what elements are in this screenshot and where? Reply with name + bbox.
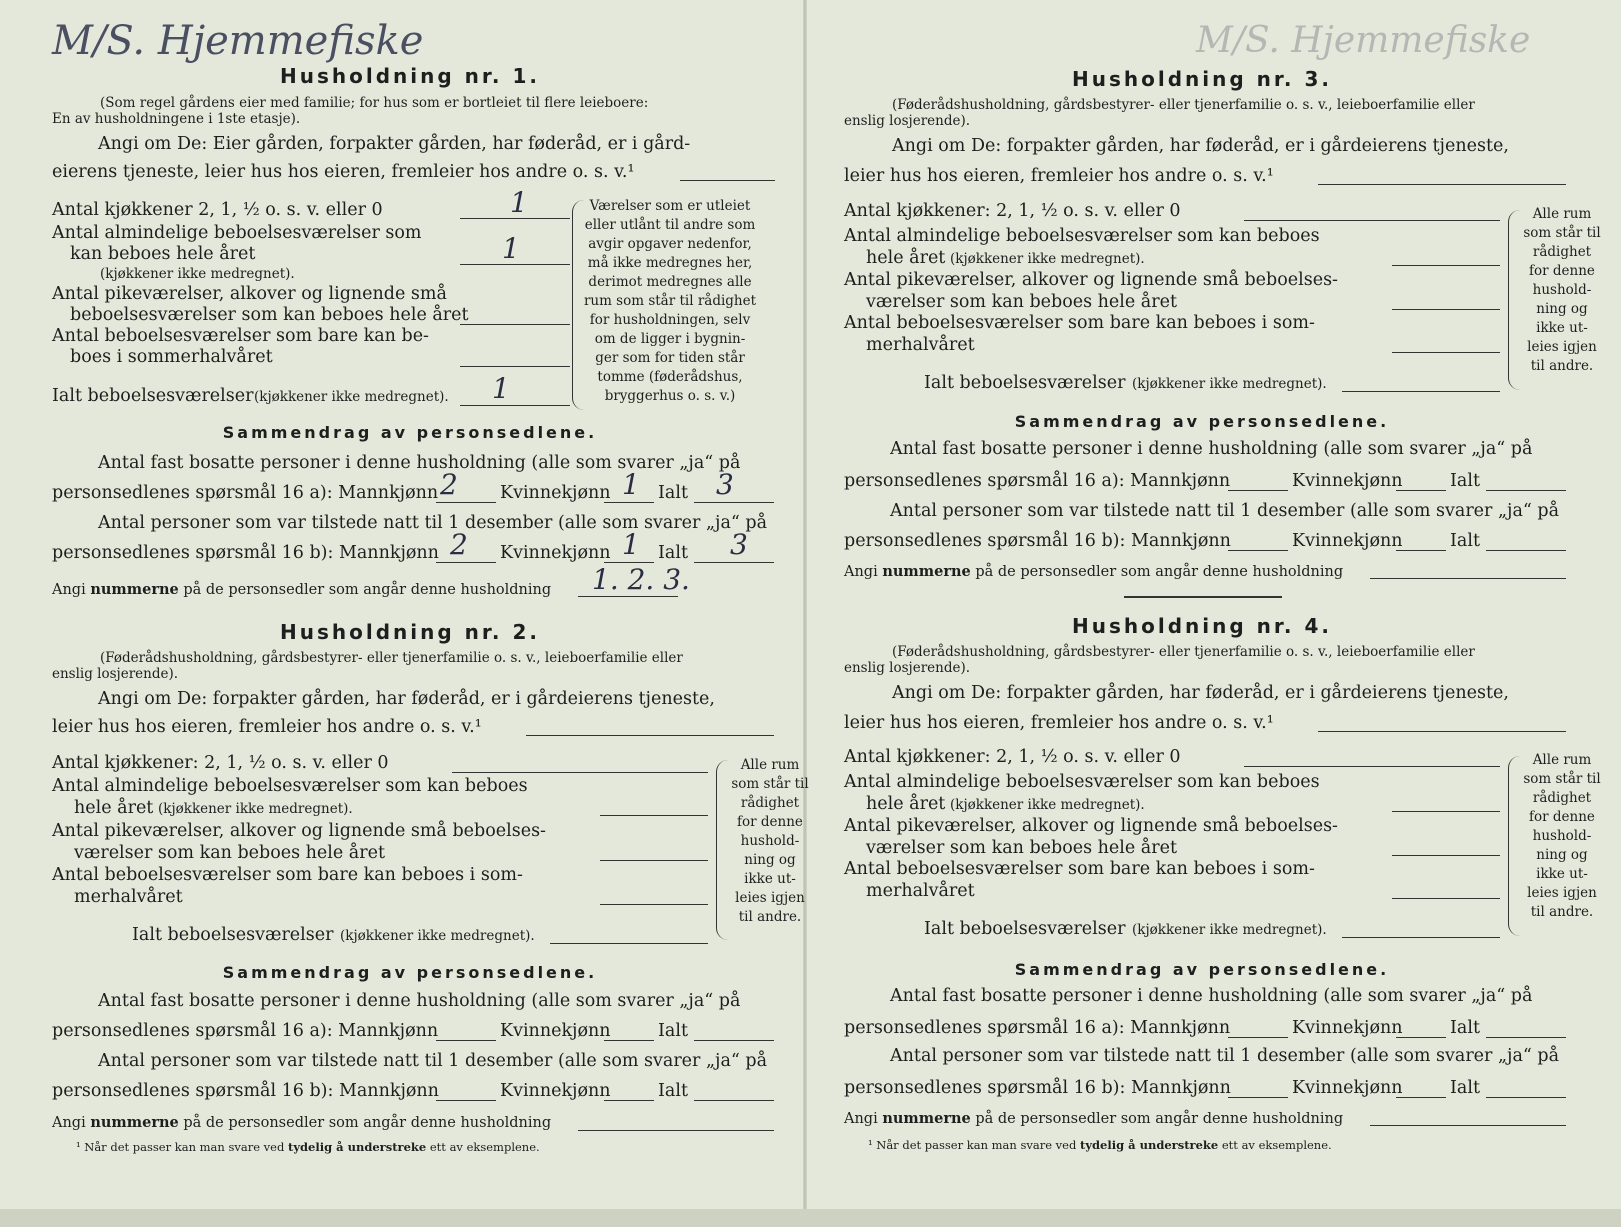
h4-side-note-line: leies igjen [1527, 885, 1597, 901]
h4-nummer-label: Angi nummerne på de personsedler som angår denne husholdning [844, 1110, 1344, 1127]
h1-side-note-line: må ikke medregnes her, [587, 255, 753, 271]
h1-fast-kvinne-label: Kvinnekjønn [500, 483, 611, 503]
h3-fast-ialt-label: Ialt [1450, 471, 1480, 491]
household-3-note: (Føderådshusholdning, gårdsbestyrer- eller tjenerfamilie o. s. v., leieboerfamilie eller [892, 97, 1475, 113]
h4-fast-ialt-label: Ialt [1450, 1018, 1480, 1038]
h3-side-note-line: Alle rum [1532, 206, 1592, 222]
h2-side-note-line: rådighet [740, 795, 800, 811]
margin-note-left: M/S. Hjemmefiske [52, 18, 424, 64]
household-3-angi: Angi om De: forpakter gården, har føderåd, er i gårdeierens tjeneste, [892, 136, 1509, 156]
h3-fast-text-2: personsedlenes spørsmål 16 a): Mannkjønn [844, 471, 1231, 491]
h2-kjokkener-label: Antal kjøkkener: 2, 1, ½ o. s. v. eller 0 [52, 753, 389, 773]
h3-tilst-kvinne-label: Kvinnekjønn [1292, 531, 1403, 551]
h1-nummer-label: Angi nummerne på de personsedler som angår denne husholdning [52, 581, 552, 598]
h1-tilst-ialt: 3 [730, 528, 748, 561]
household-2-note: (Føderådshusholdning, gårdsbestyrer- eller tjenerfamilie o. s. v., leieboerfamilie eller [100, 650, 683, 666]
h4-side-note-line: for denne [1529, 809, 1595, 825]
h1-fast-ialt-label: Ialt [658, 483, 688, 503]
h2-side-note-line: for denne [737, 814, 803, 830]
h1-side-note-line: Værelser som er utleiet [589, 198, 751, 214]
h2-fast-text-2: personsedlenes spørsmål 16 a): Mannkjønn [52, 1021, 439, 1041]
h2-side-note-line: Alle rum [740, 757, 800, 773]
h1-side-note-line: rum som står til rådighet [583, 293, 757, 309]
h1-sommer-label: Antal beboelsesværelser som bare kan be- [52, 326, 429, 346]
h4-side-note-line: som står til [1523, 771, 1601, 787]
household-3-note-2: enslig losjerende). [844, 113, 971, 129]
h2-ialt-label: Ialt beboelsesværelser [132, 925, 334, 945]
h3-side-note [1512, 205, 1612, 376]
h3-alm-label-2: hele året [866, 248, 946, 268]
household-2-note-2: enslig losjerende). [52, 666, 179, 682]
h1-summary-title: Sammendrag av personsedlene. [222, 423, 598, 442]
h4-tilst-text: Antal personer som var tilstede natt til 1 desember (alle som svarer „ja“ på [890, 1046, 1560, 1066]
h1-tilst-kvinne: 1 [622, 528, 640, 561]
h4-side-note-line: Alle rum [1532, 752, 1592, 768]
h2-ialt-note: (kjøkkener ikke medregnet). [340, 928, 535, 944]
h1-pike-label-2: beboelsesværelser som kan beboes hele året [70, 305, 469, 325]
household-1-title: Husholdning nr. 1. [280, 64, 540, 88]
left-page [40, 0, 809, 1227]
h2-tilst-text-2: personsedlenes spørsmål 16 b): Mannkjønn [52, 1081, 439, 1101]
h3-side-note-line: rådighet [1532, 244, 1592, 260]
h3-side-note-line: som står til [1523, 225, 1601, 241]
h3-fast-kvinne-label: Kvinnekjønn [1292, 471, 1403, 491]
page-fold [803, 0, 807, 1227]
h1-fast-ialt: 3 [716, 468, 734, 501]
h2-side-note-line: leies igjen [735, 890, 805, 906]
h1-sommer-label-2: boes i sommerhalvåret [70, 347, 273, 367]
h4-pike-label-2: værelser som kan beboes hele året [866, 838, 1177, 858]
household-2-angi-2: leier hus hos eieren, fremleier hos andre o. s. v.¹ [52, 717, 482, 737]
h3-tilst-text-2: personsedlenes spørsmål 16 b): Mannkjønn [844, 531, 1231, 551]
h3-sommer-label-2: merhalvåret [866, 335, 975, 355]
h1-alm-label-2: kan beboes hele året [70, 244, 256, 264]
h1-ialt-note: (kjøkkener ikke medregnet). [254, 389, 449, 405]
h3-pike-label: Antal pikeværelser, alkover og lignende små beboelses- [844, 270, 1338, 290]
h2-side-note-line: ning og [744, 852, 796, 868]
h3-tilst-ialt-label: Ialt [1450, 531, 1480, 551]
h1-side-note-line: om de ligger i bygnin- [594, 331, 746, 347]
h2-alm-label-2: hele året [74, 798, 154, 818]
h2-tilst-kvinne-label: Kvinnekjønn [500, 1081, 611, 1101]
household-3-angi-2: leier hus hos eieren, fremleier hos andre o. s. v.¹ [844, 166, 1274, 186]
h4-side-note [1512, 751, 1612, 922]
h1-side-note [570, 197, 770, 406]
h3-side-note-line: hushold- [1532, 282, 1592, 298]
h3-alm-note: (kjøkkener ikke medregnet). [950, 251, 1145, 267]
h3-side-note-line: ikke ut- [1536, 320, 1588, 336]
h2-side-note-line: til andre. [738, 909, 802, 925]
h1-pike-label: Antal pikeværelser, alkover og lignende små [52, 284, 447, 304]
h1-nummer-value: 1. 2. 3. [592, 563, 690, 596]
h4-tilst-kvinne-label: Kvinnekjønn [1292, 1078, 1403, 1098]
h3-pike-label-2: værelser som kan beboes hele året [866, 292, 1177, 312]
h4-kjokkener-label: Antal kjøkkener: 2, 1, ½ o. s. v. eller 0 [844, 747, 1181, 767]
h4-ialt-label: Ialt beboelsesværelser [924, 919, 1126, 939]
h4-side-note-line: ikke ut- [1536, 866, 1588, 882]
h4-alm-note: (kjøkkener ikke medregnet). [950, 797, 1145, 813]
h4-sommer-label: Antal beboelsesværelser som bare kan beboes i som- [844, 859, 1315, 879]
household-4-note: (Føderådshusholdning, gårdsbestyrer- eller tjenerfamilie o. s. v., leieboerfamilie eller [892, 644, 1475, 660]
h3-tilst-text: Antal personer som var tilstede natt til 1 desember (alle som svarer „ja“ på [890, 501, 1560, 521]
h3-fast-text: Antal fast bosatte personer i denne husholdning (alle som svarer „ja“ på [890, 439, 1533, 459]
right-page [832, 0, 1601, 1227]
h2-side-note-line: ikke ut- [744, 871, 796, 887]
h2-alm-note: (kjøkkener ikke medregnet). [158, 801, 353, 817]
household-4-angi-2: leier hus hos eieren, fremleier hos andre o. s. v.¹ [844, 713, 1274, 733]
h1-alm-value: 1 [502, 232, 520, 265]
h4-fast-text-2: personsedlenes spørsmål 16 a): Mannkjønn [844, 1018, 1231, 1038]
h3-side-note-line: ning og [1536, 301, 1588, 317]
h3-nummer-label: Angi nummerne på de personsedler som angår denne husholdning [844, 563, 1344, 580]
h3-kjokkener-label: Antal kjøkkener: 2, 1, ½ o. s. v. eller 0 [844, 201, 1181, 221]
h1-tilst-text-2: personsedlenes spørsmål 16 b): Mannkjønn [52, 543, 439, 563]
h3-side-note-line: for denne [1529, 263, 1595, 279]
h4-alm-label-2: hele året [866, 794, 946, 814]
household-4-angi: Angi om De: forpakter gården, har føderåd, er i gårdeierens tjeneste, [892, 683, 1509, 703]
h2-summary-title: Sammendrag av personsedlene. [222, 963, 598, 982]
h3-summary-title: Sammendrag av personsedlene. [1014, 412, 1390, 431]
h3-side-note-line: til andre. [1530, 358, 1594, 374]
h1-fast-text: Antal fast bosatte personer i denne husholdning (alle som svarer „ja“ på [98, 453, 741, 473]
h4-fast-text: Antal fast bosatte personer i denne husholdning (alle som svarer „ja“ på [890, 986, 1533, 1006]
h1-side-note-line: bryggerhus o. s. v.) [604, 388, 736, 404]
h1-fast-kvinne: 1 [622, 468, 640, 501]
h4-summary-title: Sammendrag av personsedlene. [1014, 960, 1390, 979]
h3-alm-label: Antal almindelige beboelsesværelser som kan beboes [844, 226, 1320, 246]
household-1-note-2: En av husholdningene i 1ste etasje). [52, 111, 301, 127]
h2-side-note-line: hushold- [740, 833, 800, 849]
h1-side-note-line: ger som for tiden står [595, 350, 745, 366]
h4-tilst-ialt-label: Ialt [1450, 1078, 1480, 1098]
h1-tilst-text: Antal personer som var tilstede natt til 1 desember (alle som svarer „ja“ på [98, 513, 768, 533]
h2-sommer-label: Antal beboelsesværelser som bare kan beboes i som- [52, 865, 523, 885]
h4-tilst-text-2: personsedlenes spørsmål 16 b): Mannkjønn [844, 1078, 1231, 1098]
household-4-note-2: enslig losjerende). [844, 660, 971, 676]
h3-sommer-label: Antal beboelsesværelser som bare kan beboes i som- [844, 313, 1315, 333]
h4-side-note-line: ning og [1536, 847, 1588, 863]
h4-side-note-line: til andre. [1530, 904, 1594, 920]
right-footnote: ¹ Når det passer kan man svare ved tydelig å understreke ett av eksemplene. [868, 1138, 1332, 1152]
h1-tilst-mann: 2 [450, 528, 468, 561]
h1-ialt-value: 1 [492, 372, 510, 405]
h4-ialt-note: (kjøkkener ikke medregnet). [1132, 922, 1327, 938]
h1-kjokkener-label: Antal kjøkkener 2, 1, ½ o. s. v. eller 0 [52, 200, 383, 220]
h3-side-note-line: leies igjen [1527, 339, 1597, 355]
h2-pike-label: Antal pikeværelser, alkover og lignende små beboelses- [52, 821, 546, 841]
household-1-note: (Som regel gårdens eier med familie; for hus som er bortleiet til flere leieboere: [100, 95, 649, 111]
h4-side-note-line: rådighet [1532, 790, 1592, 806]
h1-side-note-line: eller utlånt til andre som [584, 217, 756, 233]
h4-fast-kvinne-label: Kvinnekjønn [1292, 1018, 1403, 1038]
h2-side-note [720, 756, 820, 927]
h2-nummer-label: Angi nummerne på de personsedler som angår denne husholdning [52, 1114, 552, 1131]
household-2-title: Husholdning nr. 2. [280, 620, 540, 644]
h1-side-note-line: derimot medregnes alle [588, 274, 752, 290]
section-divider [1124, 596, 1282, 598]
h4-pike-label: Antal pikeværelser, alkover og lignende små beboelses- [844, 816, 1338, 836]
household-1-angi-2: eierens tjeneste, leier hus hos eieren, fremleier hos andre o. s. v.¹ [52, 162, 635, 182]
h2-side-note-line: som står til [731, 776, 809, 792]
household-2-angi: Angi om De: forpakter gården, har føderåd, er i gårdeierens tjeneste, [98, 689, 715, 709]
h1-kjokkener-value: 1 [510, 186, 528, 219]
margin-note-right: M/S. Hjemmefiske [1196, 20, 1531, 61]
left-footnote: ¹ Når det passer kan man svare ved tydelig å understreke ett av eksemplene. [76, 1140, 540, 1154]
h2-fast-text: Antal fast bosatte personer i denne husholdning (alle som svarer „ja“ på [98, 991, 741, 1011]
h4-alm-label: Antal almindelige beboelsesværelser som kan beboes [844, 772, 1320, 792]
h1-side-note-line: tomme (føderådshus, [597, 369, 743, 385]
h1-side-note-line: avgir opgaver nedenfor, [588, 236, 752, 252]
h2-fast-ialt-label: Ialt [658, 1021, 688, 1041]
h2-alm-label: Antal almindelige beboelsesværelser som kan beboes [52, 776, 528, 796]
h1-fast-mann: 2 [440, 468, 458, 501]
h1-side-note-line: for husholdningen, selv [589, 312, 751, 328]
h2-pike-label-2: værelser som kan beboes hele året [74, 843, 385, 863]
h2-tilst-ialt-label: Ialt [658, 1081, 688, 1101]
h2-tilst-text: Antal personer som var tilstede natt til 1 desember (alle som svarer „ja“ på [98, 1051, 768, 1071]
h4-side-note-line: hushold- [1532, 828, 1592, 844]
h4-sommer-label-2: merhalvåret [866, 881, 975, 901]
h1-ialt-label: Ialt beboelsesværelser [52, 386, 254, 406]
h1-fast-text-2: personsedlenes spørsmål 16 a): Mannkjønn [52, 483, 439, 503]
h2-sommer-label-2: merhalvåret [74, 887, 183, 907]
household-4-title: Husholdning nr. 4. [1072, 614, 1332, 638]
h3-ialt-note: (kjøkkener ikke medregnet). [1132, 376, 1327, 392]
h1-tilst-kvinne-label: Kvinnekjønn [500, 543, 611, 563]
h1-alm-label: Antal almindelige beboelsesværelser som [52, 223, 422, 243]
household-1-angi: Angi om De: Eier gården, forpakter gården, har føderåd, er i gård- [98, 134, 691, 154]
household-3-title: Husholdning nr. 3. [1072, 67, 1332, 91]
h2-fast-kvinne-label: Kvinnekjønn [500, 1021, 611, 1041]
h1-alm-note: (kjøkkener ikke medregnet). [100, 266, 295, 282]
h1-tilst-ialt-label: Ialt [658, 543, 688, 563]
h3-ialt-label: Ialt beboelsesværelser [924, 373, 1126, 393]
